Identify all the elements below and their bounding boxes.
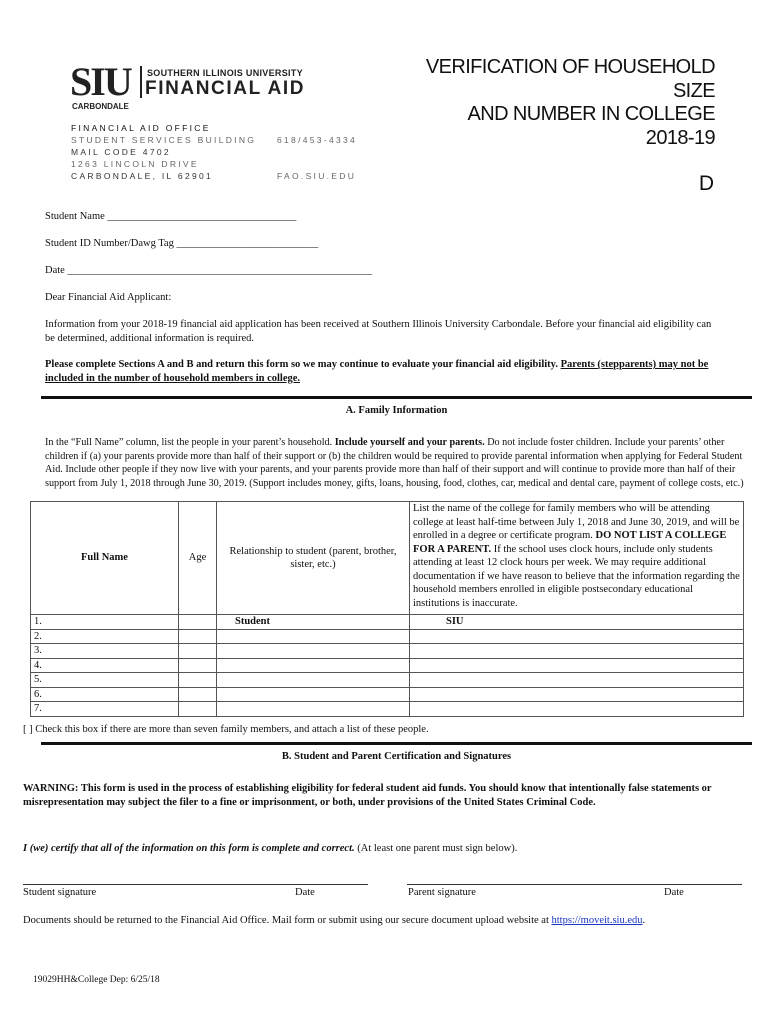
- date-field[interactable]: Date __________________________________________________________: [45, 265, 372, 276]
- row-age[interactable]: [179, 658, 217, 673]
- return-end: .: [642, 915, 646, 926]
- row-number[interactable]: 4.: [31, 658, 179, 673]
- certification-italic: I (we) certify that all of the information on this form is complete and correct.: [23, 843, 355, 854]
- office-phone: 618/453-4334: [277, 135, 358, 145]
- header-full-name: Full Name: [31, 502, 179, 615]
- intro-paragraph: Information from your 2018-19 financial aid application has been received at Southern Illinois University Carbondale. Before your financial aid eligibility can be determined, additional information is required.: [45, 319, 712, 344]
- header-college-text-rest: If the school uses clock hours, include only students attending at least 12 clock hours per week. We may require additional documentation if we have reason to believe that the information regarding the household members enrolled in eligible postsecondary educational institutions is inaccurate.: [413, 543, 740, 609]
- row-age[interactable]: [179, 629, 217, 644]
- student-signature-line[interactable]: [23, 884, 368, 885]
- more-members-checkbox-row: [23, 723, 429, 737]
- row-college[interactable]: [410, 687, 744, 702]
- row-relationship[interactable]: [217, 644, 410, 659]
- table-row: [31, 673, 744, 688]
- row-number[interactable]: 5.: [31, 673, 179, 688]
- row-relationship[interactable]: Student: [217, 615, 410, 630]
- family-table: [30, 501, 744, 717]
- student-signature-label: Student signature: [23, 887, 97, 898]
- header-age: Age: [179, 502, 217, 615]
- form-code: D: [698, 172, 714, 195]
- siu-logo-mark: SIU: [70, 59, 131, 104]
- row-college[interactable]: [410, 673, 744, 688]
- return-instructions: [23, 914, 753, 928]
- logo-department-name: FINANCIAL AID: [145, 78, 306, 99]
- header-college-bold: DO NOT LIST A COLLEGE FOR A PARENT.: [413, 530, 727, 555]
- section-a-text-bold: Include yourself and your parents.: [334, 437, 485, 448]
- row-relationship[interactable]: [217, 658, 410, 673]
- instruction-paragraph: [45, 358, 720, 385]
- office-website: FAO.SIU.EDU: [277, 171, 357, 181]
- table-row: [31, 644, 744, 659]
- table-row: [31, 687, 744, 702]
- table-row: [31, 702, 744, 717]
- section-b-heading: B. Student and Parent Certification and Signatures: [281, 751, 512, 762]
- return-text: Documents should be returned to the Financial Aid Office. Mail form or submit using our secure document upload website at: [23, 915, 552, 926]
- office-address: [71, 122, 256, 182]
- row-age[interactable]: [179, 644, 217, 659]
- row-age[interactable]: [179, 702, 217, 717]
- section-b-rule: [41, 742, 752, 745]
- greeting: Dear Financial Aid Applicant:: [45, 292, 172, 303]
- row-relationship[interactable]: [217, 702, 410, 717]
- row-number[interactable]: 3.: [31, 644, 179, 659]
- certification-note: (At least one parent must sign below).: [354, 843, 518, 854]
- form-title-line: 2018-19: [645, 126, 715, 149]
- row-college[interactable]: [410, 644, 744, 659]
- logo-divider: [140, 66, 142, 98]
- row-number[interactable]: 1.: [31, 615, 179, 630]
- row-college[interactable]: SIU: [410, 615, 744, 630]
- row-number[interactable]: 7.: [31, 702, 179, 717]
- form-title: [426, 56, 715, 150]
- row-age[interactable]: [179, 673, 217, 688]
- section-a-instructions: [45, 436, 745, 490]
- logo-campus-name: CARBONDALE: [72, 102, 129, 111]
- instruction-text: Please complete Sections A and B and return this form so we may continue to evaluate your financial aid eligibility.: [45, 359, 561, 370]
- parent-signature-label: Parent signature: [408, 887, 476, 898]
- parent-date-label: Date: [664, 887, 684, 898]
- row-college[interactable]: [410, 629, 744, 644]
- parent-signature-line[interactable]: [407, 884, 742, 885]
- student-name-field[interactable]: Student Name ____________________________________: [45, 211, 297, 222]
- office-mail-code: MAIL CODE 4702: [71, 147, 171, 157]
- section-a-text-start: In the “Full Name” column, list the people in your parent’s household.: [45, 437, 335, 448]
- student-date-label: Date: [295, 887, 315, 898]
- section-a-heading: A. Family Information: [345, 405, 448, 416]
- form-title-line: AND NUMBER IN COLLEGE: [467, 103, 715, 125]
- instruction-underlined: Parents (stepparents) may not be included in the number of household members in college.: [45, 359, 709, 384]
- warning-paragraph: WARNING: This form is used in the process of establishing eligibility for federal student aid funds. You should know that intentionally false statements or misrepresentation may subject the filer to a fine or imprisonment, or both, under provisions of the United States Criminal Code.: [23, 783, 712, 808]
- office-city: CARBONDALE, IL 62901: [71, 171, 214, 181]
- upload-website-link[interactable]: https://moveit.siu.edu: [551, 915, 643, 926]
- form-id: 19029HH&College Dep: 6/25/18: [33, 975, 160, 985]
- row-relationship[interactable]: [217, 629, 410, 644]
- row-number[interactable]: 2.: [31, 629, 179, 644]
- header-college-text: List the name of the college for family members who will be attending college at least half-time between July 1, 2018 and June 30, 2019, and will be enrolled in a degree or certificate program.: [413, 503, 740, 541]
- section-a-text-rest: Do not include foster children. Include your parents’ other children if (a) your parents provide more than half of their support or (b) the children would be required to provide parental information when applying for Federal Student Aid. Include other people if they now live with your parents, and your parents provide more than half of their support and will continue to provide more than half of their support from July 1, 2018 through June 30, 2019. (Support includes money, gifts, loans, housing, food, clothes, car, medical and dental care, payment of college costs, etc.): [45, 437, 744, 489]
- certification-statement: [23, 842, 743, 856]
- form-title-line: SIZE: [672, 79, 715, 102]
- family-table-header: [31, 502, 744, 615]
- office-building: STUDENT SERVICES BUILDING: [71, 135, 257, 145]
- table-row: [31, 658, 744, 673]
- header-relationship: Relationship to student (parent, brother, sister, etc.): [217, 502, 410, 615]
- office-street: 1263 LINCOLN DRIVE: [71, 159, 199, 169]
- row-relationship[interactable]: [217, 673, 410, 688]
- student-id-field[interactable]: Student ID Number/Dawg Tag ___________________________: [45, 238, 319, 249]
- more-members-checkbox-label: Check this box if there are more than seven family members, and attach a list of these people.: [35, 724, 429, 735]
- row-college[interactable]: [410, 658, 744, 673]
- logo-university-name: SOUTHERN ILLINOIS UNIVERSITY: [147, 68, 303, 78]
- row-relationship[interactable]: [217, 687, 410, 702]
- row-college[interactable]: [410, 702, 744, 717]
- office-title: FINANCIAL AID OFFICE: [71, 123, 211, 133]
- row-age[interactable]: [179, 687, 217, 702]
- form-title-line: VERIFICATION OF HOUSEHOLD: [425, 56, 715, 78]
- table-row: [31, 615, 744, 630]
- table-row: [31, 629, 744, 644]
- row-age[interactable]: [179, 615, 217, 630]
- section-a-rule: [41, 396, 752, 399]
- header-college: [410, 502, 744, 615]
- more-members-checkbox[interactable]: [ ]: [23, 724, 33, 735]
- row-number[interactable]: 6.: [31, 687, 179, 702]
